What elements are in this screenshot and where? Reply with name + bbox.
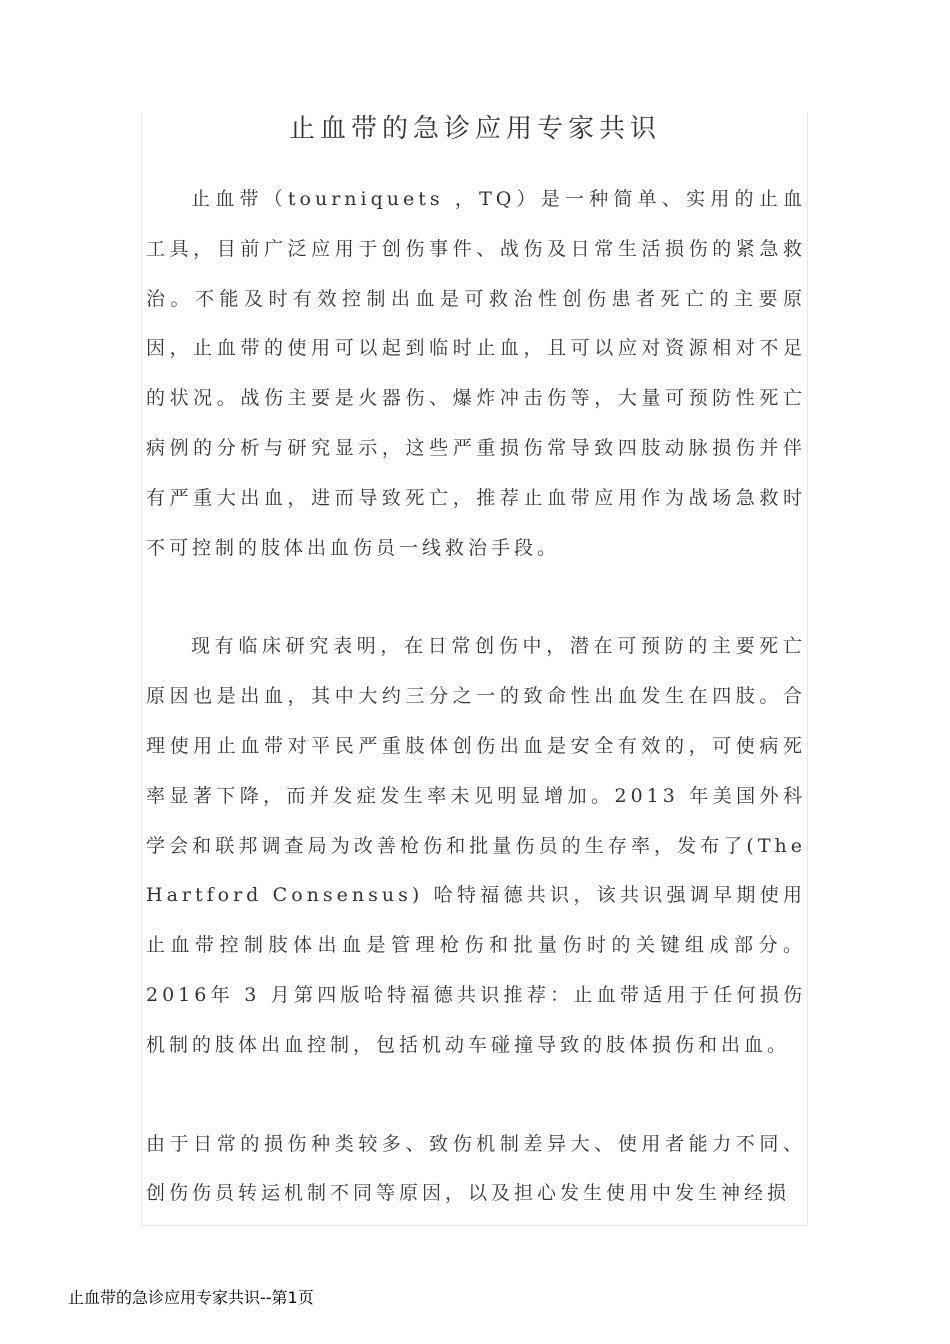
paragraph-1: 止血带（tourniquets ，TQ）是一种简单、实用的止血工具，目前广泛应用于创伤事件、战伤及日常生活损伤的紧急救治。不能及时有效控制出血是可救治性创伤患者死亡的主要原因，止血带的使用可以起到临时止血，且可以应对资源相对不足的状况。战伤主要是火器伤、爆炸冲击伤等，大量可预防性死亡病例的分析与研究显示，这些严重损伤常导致四肢动脉损伤并伴有严重大出血，进而导致死亡，推荐止血带应用作为战场急救时不可控制的肢体出血伤员一线救治手段。: [146, 188, 806, 559]
document-title: 止血带的急诊应用专家共识: [288, 114, 661, 144]
paragraph-3: 由于日常的损伤种类较多、致伤机制差异大、使用者能力不同、创伤伤员转运机制不同等原因，以及担心发生使用中发生神经损: [146, 1132, 806, 1205]
document-body: [146, 175, 806, 1219]
page-footer: 止血带的急诊应用专家共识--第1页: [68, 1288, 314, 1307]
paragraph-2: 现有临床研究表明，在日常创伤中，潜在可预防的主要死亡原因也是出血，其中大约三分之一的致命性出血发生在四肢。合理使用止血带对平民严重肢体创伤出血是安全有效的，可使病死率显著下降，而并发症发生率未见明显增加。2013 年美国外科学会和联邦调查局为改善枪伤和批量伤员的生存率，发布了(The Hartford Consensus) 哈特福德共识，该共识强调早期使用止血带控制肢体出血是管理枪伤和批量伤时的关键组成部分。2016年 3 月第四版哈特福德共识推荐：止血带适用于任何损伤机制的肢体出血控制，包括机动车碰撞导致的肢体损伤和出血。: [146, 635, 806, 1056]
